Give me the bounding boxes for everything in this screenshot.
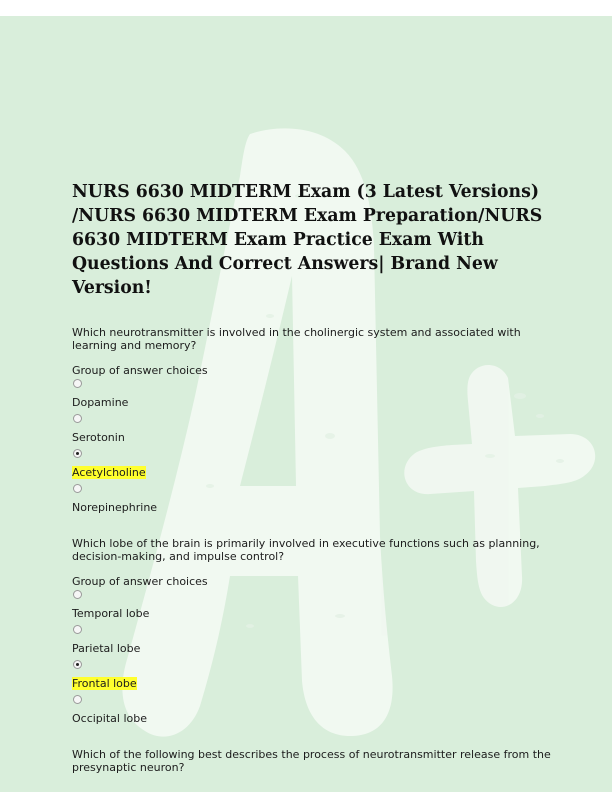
question-3	[72, 748, 552, 774]
document-title: NURS 6630 MIDTERM Exam (3 Latest Versions) /NURS 6630 MIDTERM Exam Preparation/NURS 6630 MIDTERM Exam Practice Exam With Questions And Correct Answers| Brand New Version!	[72, 182, 543, 298]
radio-button-icon[interactable]	[73, 379, 82, 388]
document-content	[72, 180, 552, 792]
answer-option[interactable]	[72, 695, 552, 728]
document-page	[0, 16, 612, 792]
radio-button-icon[interactable]	[73, 484, 82, 493]
selected-answer-label: Acetylcholine	[72, 466, 146, 479]
answer-option[interactable]	[72, 484, 552, 517]
selected-answer-label: Frontal lobe	[72, 677, 137, 690]
answer-group-label: Group of answer choices	[72, 364, 208, 377]
answer-group-label: Group of answer choices	[72, 575, 208, 588]
answer-option[interactable]	[72, 625, 552, 658]
answer-option-label: Dopamine	[72, 396, 129, 409]
radio-button-icon[interactable]	[73, 590, 82, 599]
radio-button-icon[interactable]	[73, 449, 82, 458]
radio-button-icon[interactable]	[73, 625, 82, 634]
answer-option-label: Occipital lobe	[72, 712, 147, 725]
radio-button-icon[interactable]	[73, 695, 82, 704]
question-text: Which lobe of the brain is primarily involved in executive functions such as planning, decision-making, and impulse control?	[72, 537, 540, 563]
answer-option-label: Parietal lobe	[72, 642, 141, 655]
answer-option[interactable]	[72, 660, 552, 693]
answer-option-label: Serotonin	[72, 431, 125, 444]
question-text: Which of the following best describes the process of neurotransmitter release from the presynaptic neuron?	[72, 748, 551, 774]
answer-option[interactable]	[72, 590, 552, 623]
answer-option[interactable]	[72, 449, 552, 482]
answer-option[interactable]	[72, 414, 552, 447]
question-text: Which neurotransmitter is involved in the cholinergic system and associated with learning and memory?	[72, 326, 521, 352]
radio-button-icon[interactable]	[73, 414, 82, 423]
answer-option[interactable]	[72, 379, 552, 412]
question-2	[72, 537, 552, 728]
answer-option-label: Norepinephrine	[72, 501, 158, 514]
radio-button-icon[interactable]	[73, 660, 82, 669]
answer-option-label: Temporal lobe	[72, 607, 150, 620]
question-1	[72, 326, 552, 517]
